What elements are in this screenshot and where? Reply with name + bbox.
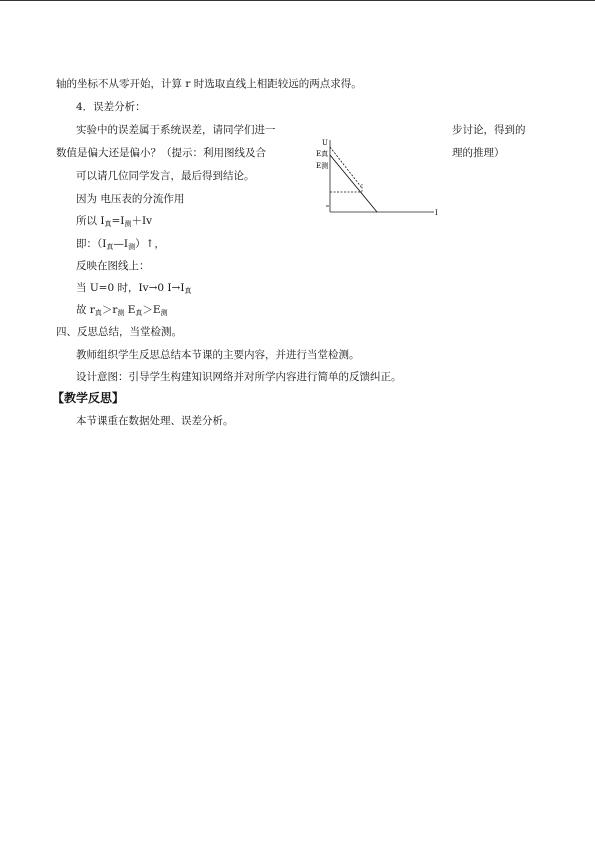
y-axis-label: U [322, 139, 328, 147]
formula-zero-voltage: 当 U=0 时，Iv→0 $I\to I_真$ [76, 282, 192, 295]
page-top-rule [0, 0, 595, 1]
label-e-measured: E测 [316, 162, 329, 170]
paragraph-reason: 因为 电压表的分流作用 [76, 193, 185, 205]
paragraph-error-part1-end: 步讨论，得到的 [452, 124, 526, 136]
section-reflection-summary: 四、反思总结，当堂检测。 [56, 326, 182, 338]
paragraph-error-part1: 实验中的误差属于系统误差，请同学们进一 [76, 124, 276, 136]
label-e-true: E真 [316, 150, 329, 158]
paragraph-student-discussion: 可以请几位同学发言，最后得到结论。 [76, 170, 255, 182]
paragraph-design-intent: 设计意图：引导学生构建知识网络并对所学内容进行简单的反馈纠正。 [76, 371, 402, 383]
true-line-dashed [330, 147, 362, 188]
paragraph-error-part2: 数值是偏大还是偏小？（提示：利用图线及合 [56, 147, 266, 159]
formula-current-diff: 即：$(I_真—I_测)↑$， [76, 238, 165, 251]
x-axis-label: I [435, 209, 438, 217]
section-error-analysis-title: 4．误差分析： [76, 101, 146, 113]
formula-current-sum: 所以 $I_真=I_测+Iv$ [76, 215, 153, 228]
paragraph-teacher-summary: 教师组织学生反思总结本节课的主要内容，并进行当堂检测。 [76, 349, 360, 361]
paragraph-reflection-content: 本节课重在数据处理、误差分析。 [76, 415, 234, 427]
ui-graph-figure [310, 130, 445, 225]
formula-conclusion: 故 $r_真>r_测$ $E_真>E_测$ [76, 304, 168, 317]
measured-line [330, 155, 377, 212]
paragraph-error-part2-end: 理的推理） [452, 147, 505, 159]
heading-teaching-reflection: 【教学反思】 [52, 391, 125, 405]
paragraph-graph-reflection: 反映在图线上： [76, 260, 150, 272]
paragraph-axis-note: 轴的坐标不从零开始，计算 r 时选取直线上相距较远的两点求得。 [56, 78, 362, 90]
